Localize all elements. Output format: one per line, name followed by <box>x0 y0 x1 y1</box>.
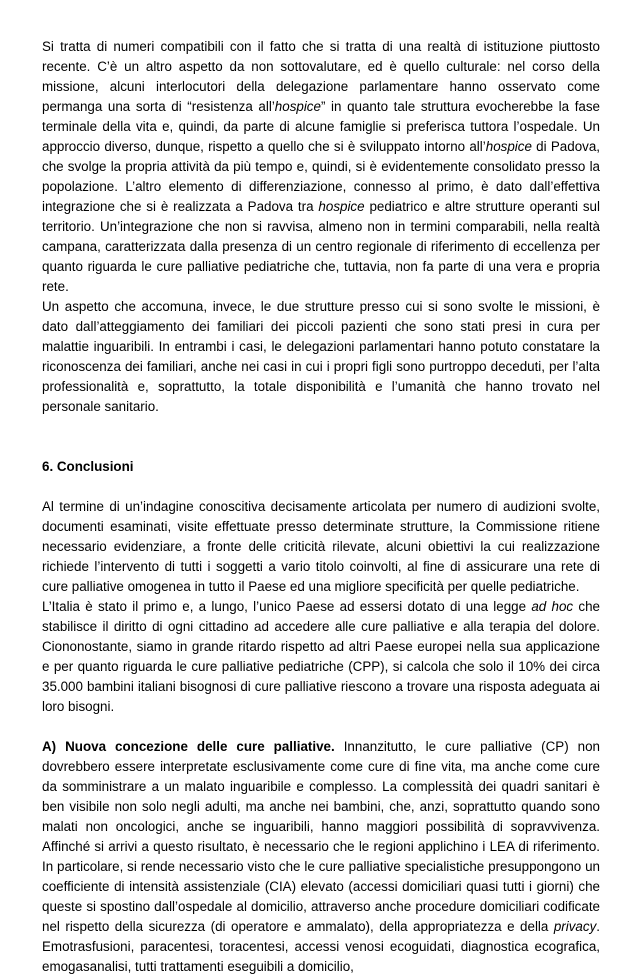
paragraph-a <box>42 737 600 977</box>
section-heading: 6. Conclusioni <box>42 459 134 474</box>
paragraph <box>42 297 600 417</box>
text-run: di Padova, che svolge la propria attività da più tempo e, quindi, si è evidentemente consolidato presso la popolazione. L’altro elemento di differenziazione, connesso al primo, è dato dall’effettiva integrazione che si è realizzata a Padova tra <box>42 139 601 214</box>
text-run: Si tratta di numeri compatibili con il fatto che si tratta di una realtà di istituzione piuttosto recente. C’è un altro aspetto da non sottovalutare, ed è quello culturale: nel corso della missione, alcuni interlocutori della delegazione parlamentare hanno osservato come permanga una sorta di “resistenza all’ <box>42 39 600 114</box>
paragraph <box>42 497 600 597</box>
text-run: L’Italia è stato il primo e, a lungo, l’unico Paese ad essersi dotato di una legge <box>42 599 532 614</box>
text-run: che stabilisce il diritto di ogni cittadino ad accedere alle cure palliative e alla terapia del dolore. Ciononostante, siamo in grande ritardo rispetto ad altri Paese europei nella sua applicazione e per quanto riguarda le cure palliative pediatriche (CPP), si calcola che solo il 10% dei circa 35.000 bambini italiani bisognosi di cure palliative riescono a trovare una risposta adeguata ai loro bisogni. <box>42 599 600 714</box>
text-run: pediatrico e altre strutture operanti sul territorio. Un’integrazione che non si ravvisa, almeno non in termini comparabili, nella realtà campana, caratterizzata dalla presenza di un centro regionale di riferimento di eccellenza per quanto riguarda le cure palliative pediatriche che, tuttavia, non fa parte di una vera e propria rete. <box>42 199 600 294</box>
italic-term: privacy <box>553 919 597 934</box>
italic-term: hospice <box>318 199 365 214</box>
paragraph <box>42 597 600 717</box>
text-run: Innanzitutto, le cure palliative (CP) non dovrebbero essere interpretate esclusivamente come cure di fine vita, ma anche come cure da somministrare a un malato inguaribile e complesso. La complessità dei quadri sanitari è ben visibile non solo negli adulti, ma anche nei bambini, che, anzi, soprattutto quando sono malati non oncologici, anche se inguaribili, hanno maggiori possibilità di sopravvivenza. Affinché si arrivi a questo risultato, è necessario che le regioni applichino i LEA di riferimento. In particolare, si rende necessario visto che le cure palliative specialistiche presuppongono un coefficiente di intensità assistenziale (CIA) elevato (accessi domiciliari quasi tutti i giorni) che queste si spostino dall’ospedale al domicilio, attraverso anche procedure domiciliari codificate nel rispetto della sicurezza (di operatore e ammalato), della appropriatezza e della <box>42 739 600 934</box>
text-run: Un aspetto che accomuna, invece, le due strutture presso cui si sono svolte le missioni, è dato dall’atteggiamento dei familiari dei piccoli pazienti che sono stati presi in cura per malattie inguaribili. In entrambi i casi, le delegazioni parlamentari hanno potuto constatare la riconoscenza dei familiari, anche nei casi in cui i propri figli sono purtroppo deceduti, per l’alta professionalità e, soprattutto, la totale disponibilità e l’umanità che hanno trovato nel personale sanitario. <box>42 299 600 414</box>
document-page <box>42 37 600 977</box>
text-run: Al termine di un’indagine conoscitiva decisamente articolata per numero di audizioni svolte, documenti esaminati, visite effettuate presso determinate strutture, la Commissione ritiene necessario evidenziare, a fronte delle criticità rilevate, alcuni obiettivi la cui realizzazione richiede l’intervento di tutti i soggetti a vario titolo coinvolti, al fine di assicurare una rete di cure palliative omogenea in tutto il Paese ed una migliore specificità per quelle pediatriche. <box>42 499 600 594</box>
lead-in-bold: A) Nuova concezione delle cure palliative. <box>42 739 335 754</box>
text-run: ” in quanto tale struttura evocherebbe la fase terminale della vita e, quindi, da parte di alcune famiglie si preferisca tuttora l’ospedale. Un approccio diverso, dunque, rispetto a quello che si è sviluppato intorno all’ <box>42 99 600 154</box>
paragraph <box>42 37 600 297</box>
italic-term: hospice <box>274 99 321 114</box>
italic-term: hospice <box>485 139 532 154</box>
italic-term: ad hoc <box>531 599 574 614</box>
text-run: . Emotrasfusioni, paracentesi, toracentesi, accessi venosi ecoguidati, diagnostica ecografica, emogasanalisi, tutti trattamenti eseguibili a domicilio, <box>42 919 600 974</box>
paragraphs-top <box>42 37 600 417</box>
paragraphs-conclusioni <box>42 497 600 717</box>
